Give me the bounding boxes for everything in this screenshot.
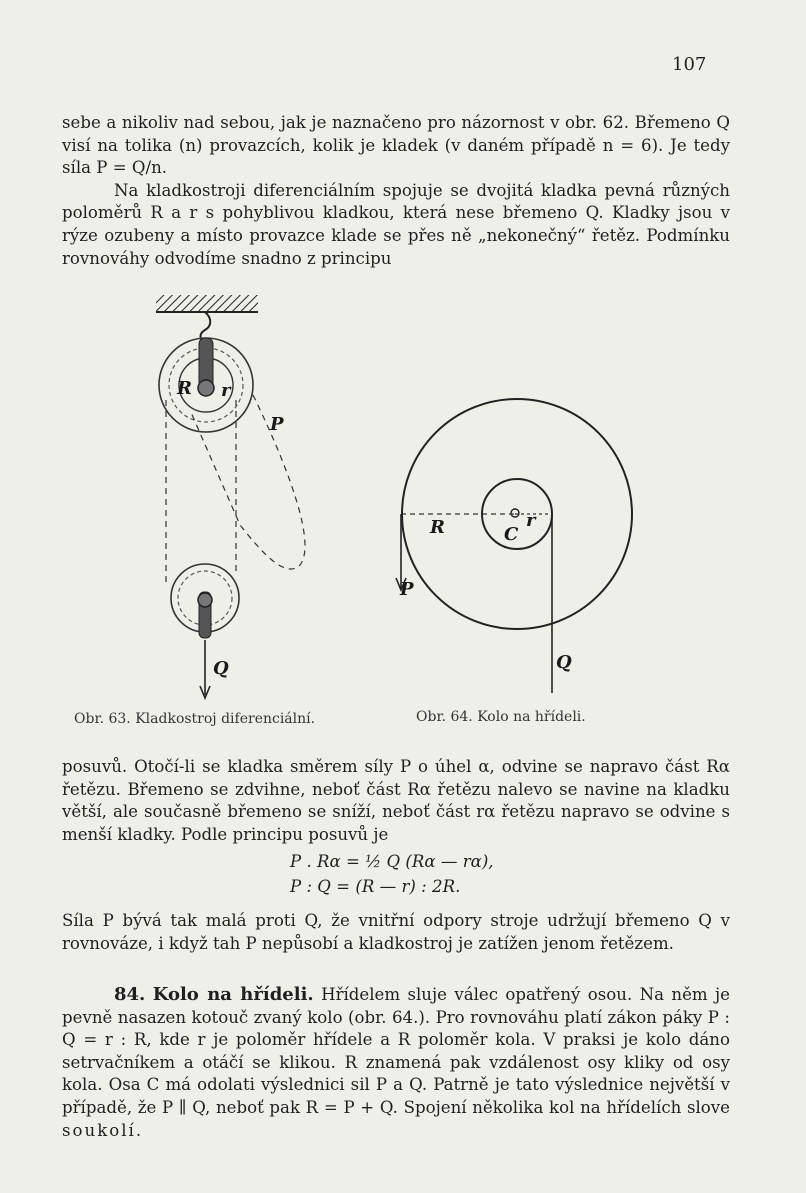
- ceiling-hatch: [156, 295, 258, 311]
- section-title: Kolo na hřídeli.: [152, 984, 314, 1005]
- label-R-64: R: [430, 517, 445, 538]
- paragraph-friction: Síla P bývá tak malá proti Q, že vnitřní odpory stroje udržují břemeno Q v rovnováze, i když tah P nepůsobí a kladkostroj je zatížen jenom řetězem.: [62, 911, 730, 953]
- label-r-63: r: [221, 380, 231, 401]
- paragraph-virtual-work: posuvů. Otočí-li se kladka směrem síly P o úhel α, odvine se napravo část Rα řetězu. Břemeno se zdvihne, neboť část Rα řetězu nalevo se navine na kladku větší, ale současně břemeno se sníží, neboť část rα řetězu napravo se odvine s menší kladky. Podle principu posuvů je: [62, 757, 730, 844]
- figure-64-wheel-and-axle: [396, 399, 632, 693]
- label-Q-63: Q: [213, 658, 229, 679]
- label-R-63: R: [177, 378, 192, 399]
- section-number: 84.: [114, 984, 146, 1005]
- label-P-63: P: [270, 414, 284, 435]
- caption-fig-64: Obr. 64. Kolo na hřídeli.: [416, 709, 586, 725]
- label-C-64: C: [504, 524, 519, 545]
- page-number: 107: [672, 54, 707, 75]
- chain-loop: [190, 395, 305, 569]
- label-Q-64: Q: [556, 652, 572, 673]
- section-last-word: soukolí.: [62, 1120, 144, 1140]
- label-r-64: r: [526, 510, 536, 531]
- section-84-paragraph: [62, 984, 730, 1142]
- figure-63-differential-hoist: [156, 295, 305, 698]
- paragraph-differential-hoist: Na kladkostroji diferenciálním spojuje se dvojitá kladka pevná různých poloměrů R a r s pohyblivou kladkou, která nese břemeno Q. Kladky jsou v rýze ozubeny a místo provazce klade se přes ně „nekonečný“ řetěz. Podmínku rovnováhy odvodíme snadno z principu: [62, 180, 730, 268]
- after-formula-block: [62, 910, 730, 955]
- formula-1: P . Rα = ½ Q (Rα — rα),: [290, 852, 494, 871]
- caption-fig-63: Obr. 63. Kladkostroj diferenciální.: [74, 711, 316, 727]
- middle-text-block: [62, 756, 730, 846]
- section-text: Hřídelem sluje válec opatřený osou. Na něm je pevně nasazen kotouč zvaný kolo (obr. 64.). Pro rovnováhu platí zákon páky P : Q = r : R, kde r je poloměr hřídele a R poloměr kola. V praksi je kolo dáno setrvačníkem a otáčí se klikou. R znamená pak vzdálenost osy kliky od osy kola. Osa C má odolati výslednici sil P a Q. Patrně je tato výslednice největší v případě, že P ∥ Q, neboť pak R = P + Q. Spojení několika kol na hřídelích slove: [62, 985, 730, 1117]
- upper-axle: [198, 380, 214, 396]
- section-84-block: [62, 984, 730, 1142]
- formula-2: P : Q = (R — r) : 2R.: [290, 877, 461, 896]
- label-P-64: P: [400, 579, 414, 600]
- paragraph-continuation: sebe a nikoliv nad sebou, jak je naznačeno pro názornost v obr. 62. Břemeno Q visí na tolika (n) provazcích, kolik je kladek (v daném případě n = 6). Je tedy síla P = Q/n.: [62, 113, 730, 178]
